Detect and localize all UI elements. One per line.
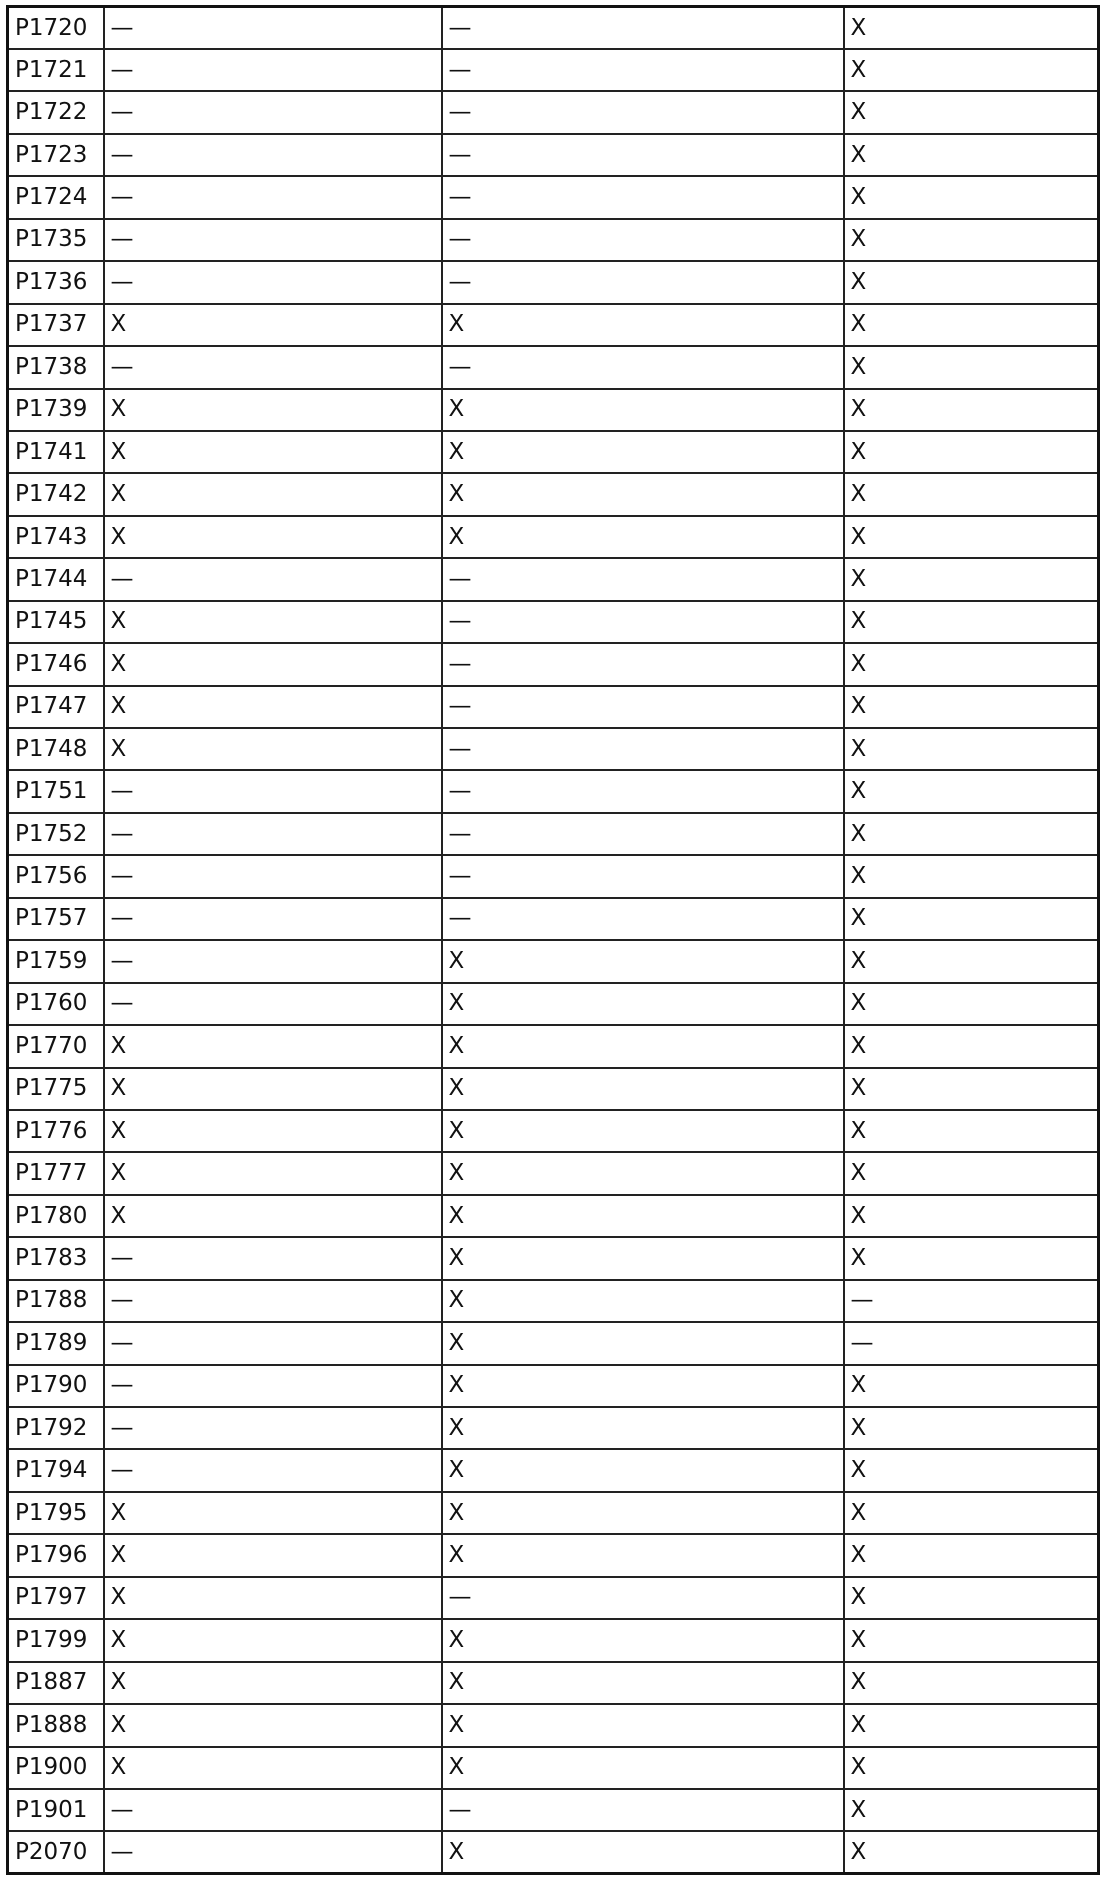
code-cell: P1794 <box>8 1449 104 1491</box>
column-1-cell: — <box>104 1407 442 1449</box>
code-cell: P1736 <box>8 261 104 303</box>
code-cell: P1751 <box>8 770 104 812</box>
column-3-cell: X <box>844 134 1099 176</box>
table-row <box>8 304 1099 346</box>
table-row <box>8 91 1099 133</box>
table-row <box>8 219 1099 261</box>
column-3-cell: X <box>844 1195 1099 1237</box>
column-2-cell: X <box>442 431 844 473</box>
code-cell: P1738 <box>8 346 104 388</box>
column-3-cell: X <box>844 643 1099 685</box>
column-3-cell: X <box>844 1449 1099 1491</box>
table-row <box>8 1237 1099 1279</box>
table-row <box>8 49 1099 91</box>
table-row <box>8 1534 1099 1576</box>
column-1-cell: X <box>104 601 442 643</box>
code-cell: P1720 <box>8 7 104 50</box>
column-3-cell: X <box>844 1619 1099 1661</box>
column-1-cell: — <box>104 1449 442 1491</box>
table-row <box>8 516 1099 558</box>
table-row <box>8 1025 1099 1067</box>
table-row <box>8 1662 1099 1704</box>
column-2-cell: — <box>442 91 844 133</box>
code-cell: P1790 <box>8 1365 104 1407</box>
column-3-cell: X <box>844 1407 1099 1449</box>
code-cell: P1756 <box>8 855 104 897</box>
column-2-cell: — <box>442 601 844 643</box>
column-3-cell: X <box>844 1577 1099 1619</box>
column-2-cell: — <box>442 176 844 218</box>
table-row <box>8 813 1099 855</box>
column-3-cell: X <box>844 940 1099 982</box>
code-cell: P1796 <box>8 1534 104 1576</box>
column-2-cell: — <box>442 558 844 600</box>
table-row <box>8 1492 1099 1534</box>
column-1-cell: X <box>104 1025 442 1067</box>
table-row <box>8 770 1099 812</box>
column-3-cell: X <box>844 431 1099 473</box>
table-row <box>8 1152 1099 1194</box>
column-3-cell: X <box>844 601 1099 643</box>
column-1-cell: X <box>104 1619 442 1661</box>
column-1-cell: — <box>104 134 442 176</box>
column-1-cell: — <box>104 219 442 261</box>
column-2-cell: X <box>442 389 844 431</box>
column-3-cell: X <box>844 1237 1099 1279</box>
column-3-cell: X <box>844 304 1099 346</box>
column-2-cell: — <box>442 1577 844 1619</box>
column-1-cell: — <box>104 940 442 982</box>
code-cell: P1775 <box>8 1068 104 1110</box>
column-3-cell: X <box>844 473 1099 515</box>
code-cell: P1799 <box>8 1619 104 1661</box>
table-row <box>8 1322 1099 1364</box>
table-row <box>8 1068 1099 1110</box>
column-2-cell: — <box>442 813 844 855</box>
table-row <box>8 898 1099 940</box>
table-row <box>8 1704 1099 1746</box>
table-row <box>8 473 1099 515</box>
table-row <box>8 1831 1099 1874</box>
column-3-cell: — <box>844 1322 1099 1364</box>
column-1-cell: — <box>104 1831 442 1874</box>
column-2-cell: X <box>442 1195 844 1237</box>
column-2-cell: X <box>442 1068 844 1110</box>
table-row <box>8 686 1099 728</box>
column-3-cell: X <box>844 261 1099 303</box>
column-2-cell: X <box>442 1492 844 1534</box>
table-row <box>8 855 1099 897</box>
column-2-cell: X <box>442 1365 844 1407</box>
table-row <box>8 1195 1099 1237</box>
code-cell: P1789 <box>8 1322 104 1364</box>
table-row <box>8 601 1099 643</box>
code-cell: P1760 <box>8 983 104 1025</box>
column-1-cell: — <box>104 261 442 303</box>
column-2-cell: — <box>442 49 844 91</box>
column-3-cell: X <box>844 1704 1099 1746</box>
code-cell: P1722 <box>8 91 104 133</box>
column-1-cell: X <box>104 473 442 515</box>
column-2-cell: X <box>442 473 844 515</box>
column-1-cell: X <box>104 1747 442 1789</box>
column-3-cell: X <box>844 728 1099 770</box>
column-3-cell: X <box>844 558 1099 600</box>
column-2-cell: X <box>442 304 844 346</box>
table-row <box>8 643 1099 685</box>
column-2-cell: — <box>442 643 844 685</box>
column-3-cell: X <box>844 219 1099 261</box>
code-cell: P1783 <box>8 1237 104 1279</box>
column-1-cell: X <box>104 431 442 473</box>
column-2-cell: — <box>442 1789 844 1831</box>
column-2-cell: X <box>442 1025 844 1067</box>
column-2-cell: X <box>442 1110 844 1152</box>
code-cell: P1741 <box>8 431 104 473</box>
column-2-cell: X <box>442 1619 844 1661</box>
code-cell: P1721 <box>8 49 104 91</box>
column-2-cell: X <box>442 1237 844 1279</box>
column-3-cell: X <box>844 1534 1099 1576</box>
table-row <box>8 1407 1099 1449</box>
code-cell: P1723 <box>8 134 104 176</box>
column-1-cell: X <box>104 516 442 558</box>
column-1-cell: — <box>104 770 442 812</box>
code-cell: P2070 <box>8 1831 104 1874</box>
code-cell: P1797 <box>8 1577 104 1619</box>
column-1-cell: — <box>104 855 442 897</box>
table-row <box>8 940 1099 982</box>
column-3-cell: X <box>844 1662 1099 1704</box>
column-1-cell: X <box>104 1110 442 1152</box>
column-2-cell: — <box>442 770 844 812</box>
table-row <box>8 1449 1099 1491</box>
column-2-cell: — <box>442 134 844 176</box>
table-row <box>8 1747 1099 1789</box>
column-2-cell: X <box>442 1831 844 1874</box>
column-3-cell: X <box>844 898 1099 940</box>
column-3-cell: X <box>844 813 1099 855</box>
column-1-cell: — <box>104 813 442 855</box>
column-3-cell: X <box>844 91 1099 133</box>
table-row <box>8 1789 1099 1831</box>
code-cell: P1887 <box>8 1662 104 1704</box>
dtc-applicability-table <box>6 5 1100 1875</box>
column-1-cell: — <box>104 1280 442 1322</box>
column-2-cell: X <box>442 1407 844 1449</box>
table-row <box>8 983 1099 1025</box>
table-row <box>8 176 1099 218</box>
table-row <box>8 558 1099 600</box>
column-3-cell: X <box>844 49 1099 91</box>
code-cell: P1744 <box>8 558 104 600</box>
table-row <box>8 1577 1099 1619</box>
table-row <box>8 346 1099 388</box>
code-cell: P1788 <box>8 1280 104 1322</box>
column-3-cell: X <box>844 1152 1099 1194</box>
column-2-cell: — <box>442 855 844 897</box>
table-row <box>8 1280 1099 1322</box>
column-2-cell: — <box>442 898 844 940</box>
column-2-cell: — <box>442 346 844 388</box>
column-2-cell: — <box>442 7 844 50</box>
code-cell: P1792 <box>8 1407 104 1449</box>
column-1-cell: — <box>104 1365 442 1407</box>
column-3-cell: X <box>844 855 1099 897</box>
column-2-cell: X <box>442 1534 844 1576</box>
code-cell: P1795 <box>8 1492 104 1534</box>
column-1-cell: — <box>104 49 442 91</box>
column-1-cell: X <box>104 643 442 685</box>
table-row <box>8 389 1099 431</box>
column-1-cell: — <box>104 983 442 1025</box>
column-1-cell: X <box>104 1152 442 1194</box>
table-row <box>8 7 1099 50</box>
code-cell: P1735 <box>8 219 104 261</box>
column-1-cell: X <box>104 389 442 431</box>
column-3-cell: X <box>844 686 1099 728</box>
column-3-cell: X <box>844 7 1099 50</box>
column-3-cell: X <box>844 1831 1099 1874</box>
column-3-cell: X <box>844 1068 1099 1110</box>
column-2-cell: X <box>442 1280 844 1322</box>
code-cell: P1742 <box>8 473 104 515</box>
column-3-cell: X <box>844 389 1099 431</box>
column-3-cell: X <box>844 1365 1099 1407</box>
code-cell: P1770 <box>8 1025 104 1067</box>
code-cell: P1900 <box>8 1747 104 1789</box>
column-1-cell: X <box>104 1662 442 1704</box>
code-cell: P1737 <box>8 304 104 346</box>
table-row <box>8 728 1099 770</box>
column-1-cell: — <box>104 7 442 50</box>
column-2-cell: X <box>442 1322 844 1364</box>
column-1-cell: X <box>104 728 442 770</box>
column-1-cell: X <box>104 1534 442 1576</box>
column-2-cell: X <box>442 1747 844 1789</box>
column-1-cell: — <box>104 1789 442 1831</box>
column-2-cell: — <box>442 686 844 728</box>
table-row <box>8 431 1099 473</box>
code-cell: P1888 <box>8 1704 104 1746</box>
code-cell: P1780 <box>8 1195 104 1237</box>
table-row <box>8 1110 1099 1152</box>
column-3-cell: X <box>844 1110 1099 1152</box>
column-3-cell: — <box>844 1280 1099 1322</box>
column-2-cell: — <box>442 261 844 303</box>
column-1-cell: X <box>104 1195 442 1237</box>
column-3-cell: X <box>844 176 1099 218</box>
column-1-cell: — <box>104 176 442 218</box>
column-2-cell: X <box>442 1152 844 1194</box>
column-2-cell: X <box>442 1449 844 1491</box>
column-1-cell: — <box>104 346 442 388</box>
column-1-cell: — <box>104 1237 442 1279</box>
code-cell: P1776 <box>8 1110 104 1152</box>
column-1-cell: X <box>104 1492 442 1534</box>
column-3-cell: X <box>844 346 1099 388</box>
code-cell: P1724 <box>8 176 104 218</box>
code-cell: P1747 <box>8 686 104 728</box>
column-1-cell: X <box>104 1704 442 1746</box>
code-cell: P1739 <box>8 389 104 431</box>
column-2-cell: X <box>442 983 844 1025</box>
column-3-cell: X <box>844 983 1099 1025</box>
table-row <box>8 261 1099 303</box>
column-1-cell: — <box>104 1322 442 1364</box>
code-cell: P1757 <box>8 898 104 940</box>
column-3-cell: X <box>844 1789 1099 1831</box>
column-3-cell: X <box>844 770 1099 812</box>
column-2-cell: — <box>442 219 844 261</box>
column-1-cell: X <box>104 686 442 728</box>
column-2-cell: X <box>442 1662 844 1704</box>
column-2-cell: — <box>442 728 844 770</box>
column-1-cell: — <box>104 898 442 940</box>
column-3-cell: X <box>844 1025 1099 1067</box>
code-cell: P1752 <box>8 813 104 855</box>
code-cell: P1746 <box>8 643 104 685</box>
column-2-cell: X <box>442 1704 844 1746</box>
column-1-cell: X <box>104 1068 442 1110</box>
code-cell: P1901 <box>8 1789 104 1831</box>
column-1-cell: — <box>104 558 442 600</box>
column-1-cell: X <box>104 1577 442 1619</box>
column-2-cell: X <box>442 940 844 982</box>
column-1-cell: X <box>104 304 442 346</box>
table-row <box>8 1619 1099 1661</box>
table-row <box>8 134 1099 176</box>
table-row <box>8 1365 1099 1407</box>
code-cell: P1748 <box>8 728 104 770</box>
table-body <box>8 7 1099 1874</box>
code-cell: P1759 <box>8 940 104 982</box>
column-3-cell: X <box>844 1492 1099 1534</box>
column-2-cell: X <box>442 516 844 558</box>
column-3-cell: X <box>844 516 1099 558</box>
code-cell: P1777 <box>8 1152 104 1194</box>
column-3-cell: X <box>844 1747 1099 1789</box>
column-1-cell: — <box>104 91 442 133</box>
code-cell: P1743 <box>8 516 104 558</box>
code-cell: P1745 <box>8 601 104 643</box>
